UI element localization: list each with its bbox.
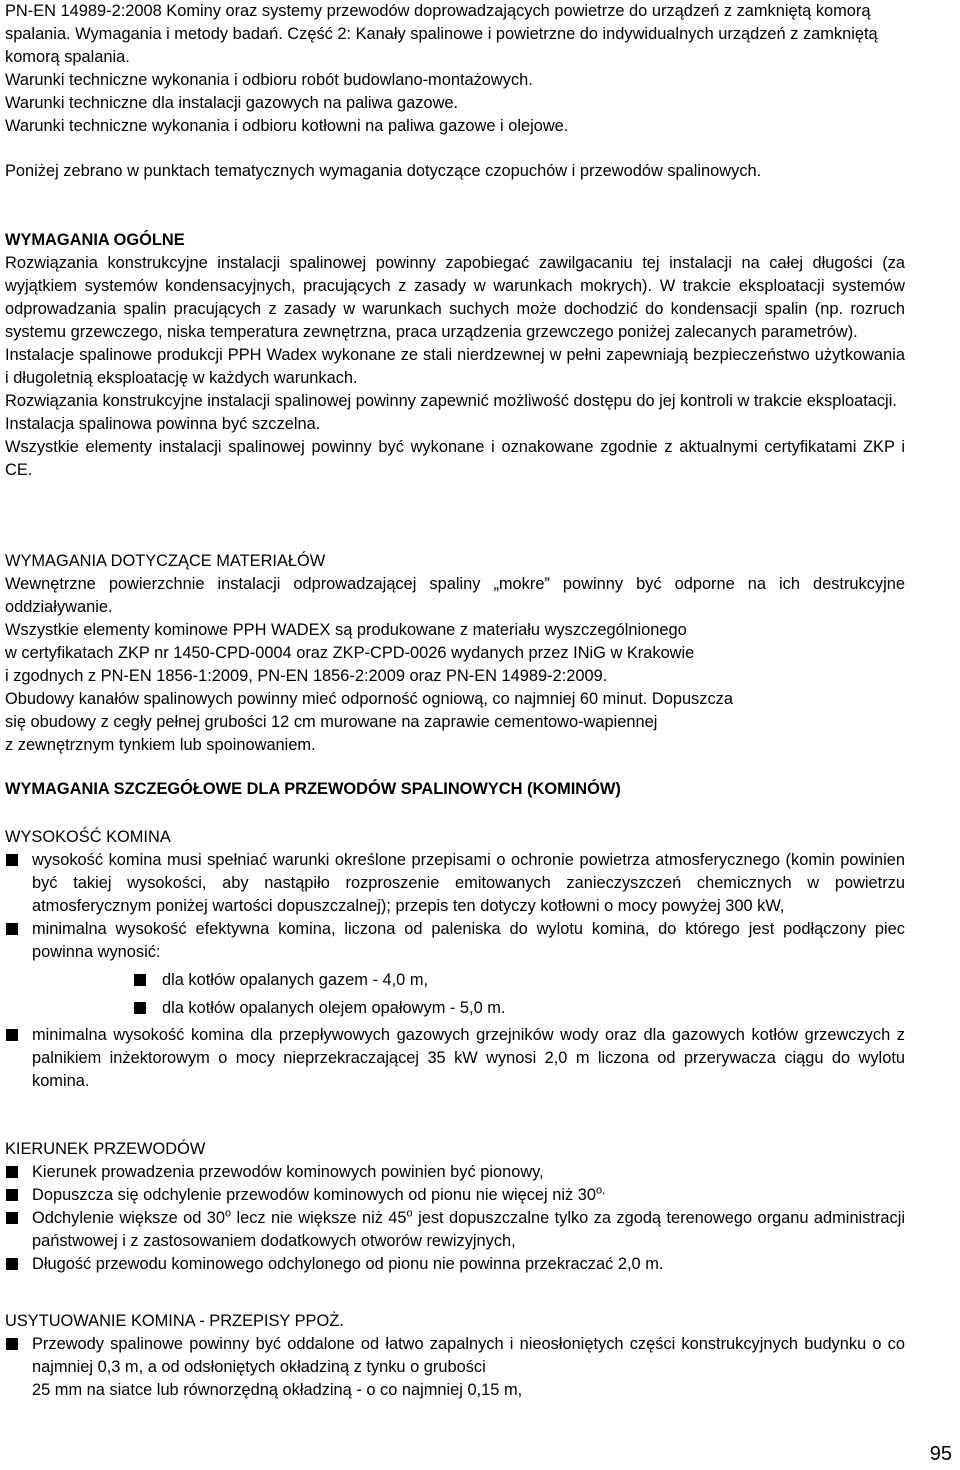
direction-list bbox=[5, 1161, 905, 1276]
standard-item: Warunki techniczne wykonania i odbioru kotłowni na paliwa gazowe i olejowe. bbox=[5, 117, 569, 135]
list-item bbox=[5, 1207, 905, 1253]
general-paragraph: Instalacje spalinowe produkcji PPH Wadex wykonane ze stali nierdzewnej w pełni zapewniają bezpieczeństwo użytkowania i długoletnią eksploatację w każdych warunkach. bbox=[5, 346, 905, 387]
list-item-text: 25 mm na siatce lub równorzędną okładziną - o co najmniej 0,15 m, bbox=[32, 1381, 523, 1399]
standard-item: PN-EN 14989-2:2008 Kominy oraz systemy przewodów doprowadzających powietrze do urządzeń z zamkniętą komorą spalania. Wymagania i metody badań. Część 2: Kanały spalinowe i powietrzne do indywidualnych urządzeń z zamkniętą komorą spalania. bbox=[5, 2, 878, 66]
list-item-text: minimalna wysokość efektywna komina, liczona od paleniska do wylotu komina, do którego jest podłączony piec powinna wynosić: bbox=[32, 920, 905, 961]
height-section bbox=[5, 826, 905, 1093]
list-item bbox=[5, 849, 905, 918]
intro-paragraph: Poniżej zebrano w punktach tematycznych wymagania dotyczące czopuchów i przewodów spalinowych. bbox=[5, 162, 762, 180]
detailed-heading: WYMAGANIA SZCZEGÓŁOWE DLA PRZEWODÓW SPALINOWYCH (KOMINÓW) bbox=[5, 780, 621, 798]
sub-list-item-text: dla kotłów opalanych gazem - 4,0 m, bbox=[162, 971, 429, 989]
list-item-text: wysokość komina musi spełniać warunki określone przepisami o ochronie powietrza atmosferycznego (komin powinien być takiej wysokości, aby nastąpiło rozproszenie emitowanych zanieczyszczeń chemicznych w powietrzu atmosferycznym poniżej wartości dopuszczalnej); przepis ten dotyczy kotłowni o mocy powyżej 300 kW, bbox=[32, 851, 905, 915]
page-number: 95 bbox=[929, 1443, 952, 1465]
standards-list bbox=[5, 0, 905, 138]
materials-line: się obudowy z cegły pełnej grubości 12 cm murowane na zaprawie cementowo-wapiennej bbox=[5, 713, 658, 731]
list-item bbox=[5, 1253, 905, 1276]
materials-paragraph: Wewnętrzne powierzchnie instalacji odprowadzającej spaliny „mokre” powinny być odporne na ich destrukcyjne oddziaływanie. bbox=[5, 575, 905, 616]
standard-item: Warunki techniczne dla instalacji gazowych na paliwa gazowe. bbox=[5, 94, 459, 112]
list-item-text: Kierunek prowadzenia przewodów kominowych powinien być pionowy, bbox=[32, 1163, 544, 1181]
location-list bbox=[5, 1333, 905, 1402]
list-item bbox=[5, 918, 905, 1020]
direction-section bbox=[5, 1138, 905, 1276]
degree-mark: o bbox=[224, 1207, 232, 1220]
location-section bbox=[5, 1310, 905, 1402]
materials-line: i zgodnych z PN-EN 1856-1:2009, PN-EN 1856-2:2009 oraz PN-EN 14989-2:2009. bbox=[5, 667, 608, 685]
general-paragraph: Rozwiązania konstrukcyjne instalacji spalinowej powinny zapobiegać zawilgacaniu tej instalacji na całej długości (za wyjątkiem systemów kondensacyjnych, pracujących z zasady w warunkach mokrych). W trakcie eksploatacji systemów odprowadzania spalin pracujących z zasady w warunkach suchych może dochodzić do kondensacji spalin (np. rozruch systemu grzewczego, niska temperatura zewnętrzna, praca urządzenia grzewczego poniżej zalecanych parametrów). bbox=[5, 254, 905, 341]
list-item bbox=[5, 1024, 905, 1093]
list-item bbox=[5, 1161, 905, 1184]
location-heading: USYTUOWANIE KOMINA - PRZEPISY PPOŻ. bbox=[5, 1312, 344, 1330]
list-item-text: Dopuszcza się odchylenie przewodów kominowych od pionu nie więcej niż 30 bbox=[32, 1186, 596, 1204]
sub-list-item-text: dla kotłów opalanych olejem opałowym - 5,0 m. bbox=[162, 999, 506, 1017]
degree-mark: o bbox=[406, 1207, 413, 1220]
sub-list-item bbox=[32, 969, 905, 992]
list-item-text: jest dopuszczalne tylko za zgodą terenowego organu administracji państwowej i z zastosowaniem dodatkowych otworów rewizyjnych, bbox=[32, 1209, 906, 1250]
degree-mark: o, bbox=[595, 1184, 606, 1197]
materials-line: Obudowy kanałów spalinowych powinny mieć odporność ogniową, co najmniej 60 minut. Dopuszcza bbox=[5, 690, 733, 708]
list-item-text: minimalna wysokość komina dla przepływowych gazowych grzejników wody oraz dla gazowych kotłów grzewczych z palnikiem inżektorowym o mocy nieprzekraczającej 35 kW wynosi 2,0 m liczona od przerywacza ciągu do wylotu komina. bbox=[32, 1026, 905, 1090]
general-section bbox=[5, 229, 905, 482]
materials-line: w certyfikatach ZKP nr 1450-CPD-0004 oraz ZKP-CPD-0026 wydanych przez INiG w Krakowie bbox=[5, 644, 695, 662]
height-list bbox=[5, 849, 905, 1093]
materials-line: z zewnętrznym tynkiem lub spoinowaniem. bbox=[5, 736, 316, 754]
height-heading: WYSOKOŚĆ KOMINA bbox=[5, 828, 171, 846]
list-item-text: lecz nie większe niż 45 bbox=[231, 1209, 407, 1227]
list-item bbox=[5, 1184, 905, 1207]
height-sublist bbox=[32, 969, 905, 1020]
materials-section bbox=[5, 550, 905, 757]
materials-heading: WYMAGANIA DOTYCZĄCE MATERIAŁÓW bbox=[5, 552, 326, 570]
general-paragraph: Wszystkie elementy instalacji spalinowej powinny być wykonane i oznakowane zgodnie z aktualnymi certyfikatami ZKP i CE. bbox=[5, 438, 905, 479]
general-heading: WYMAGANIA OGÓLNE bbox=[5, 231, 185, 249]
general-paragraph: Rozwiązania konstrukcyjne instalacji spalinowej powinny zapewnić możliwość dostępu do jej kontroli w trakcie eksploatacji. bbox=[5, 392, 897, 410]
materials-line: Wszystkie elementy kominowe PPH WADEX są produkowane z materiału wyszczególnionego bbox=[5, 621, 687, 639]
list-item bbox=[5, 1333, 905, 1402]
sub-list-item bbox=[32, 997, 905, 1020]
standard-item: Warunki techniczne wykonania i odbioru robót budowlano-montażowych. bbox=[5, 71, 533, 89]
list-item-text: Długość przewodu kominowego odchylonego od pionu nie powinna przekraczać 2,0 m. bbox=[32, 1255, 664, 1273]
general-paragraph: Instalacja spalinowa powinna być szczelna. bbox=[5, 415, 321, 433]
direction-heading: KIERUNEK PRZEWODÓW bbox=[5, 1140, 206, 1158]
list-item-text: Odchylenie większe od 30 bbox=[32, 1209, 225, 1227]
list-item-text: Przewody spalinowe powinny być oddalone od łatwo zapalnych i nieosłoniętych części konstrukcyjnych budynku o co najmniej 0,3 m, a od odsłoniętych okładziną z tynku o grubości bbox=[32, 1335, 905, 1376]
